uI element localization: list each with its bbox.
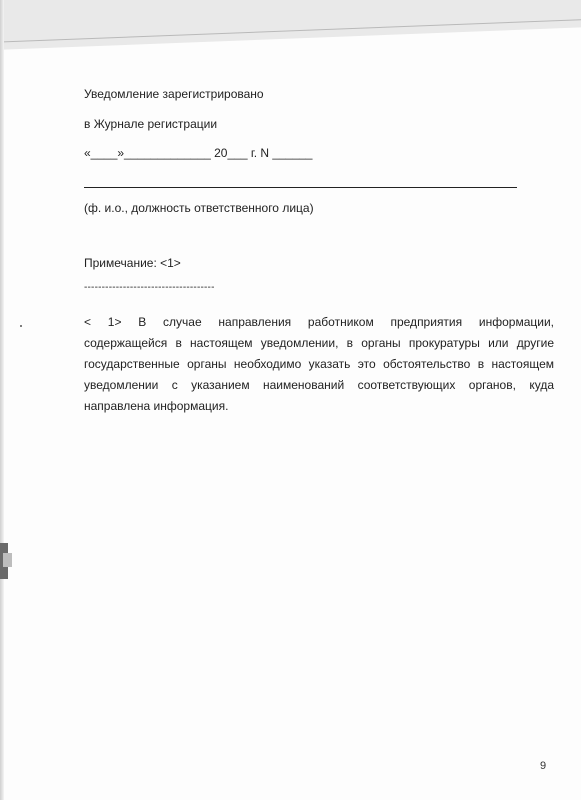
note-paragraph	[84, 312, 554, 417]
registration-date-line: «____»_____________ 20___ г. N ______	[84, 146, 313, 160]
note-line: направлена информация.	[84, 399, 229, 413]
signature-underline	[84, 187, 517, 188]
scan-left-edge	[0, 0, 4, 800]
note-line: уведомлении с указанием наименований соответствующих органов, куда	[84, 378, 554, 392]
note-line: государственные органы необходимо указать это обстоятельство в настоящем	[84, 357, 554, 371]
scan-speck	[20, 325, 22, 327]
registration-line-1: Уведомление зарегистрировано	[84, 87, 264, 101]
registration-line-2: в Журнале регистрации	[84, 117, 218, 131]
note-heading: Примечание: <1>	[84, 256, 181, 270]
note-separator: -------------------------------------	[84, 282, 215, 293]
signature-caption: (ф. и.о., должность ответственного лица)	[84, 201, 314, 215]
page-number: 9	[540, 760, 547, 772]
binder-clip-highlight	[3, 553, 12, 567]
note-line: содержащейся в настоящем уведомлении, в органы прокуратуры или другие	[84, 336, 554, 350]
note-line: < 1> В случае направления работником предприятия информации,	[84, 315, 554, 329]
